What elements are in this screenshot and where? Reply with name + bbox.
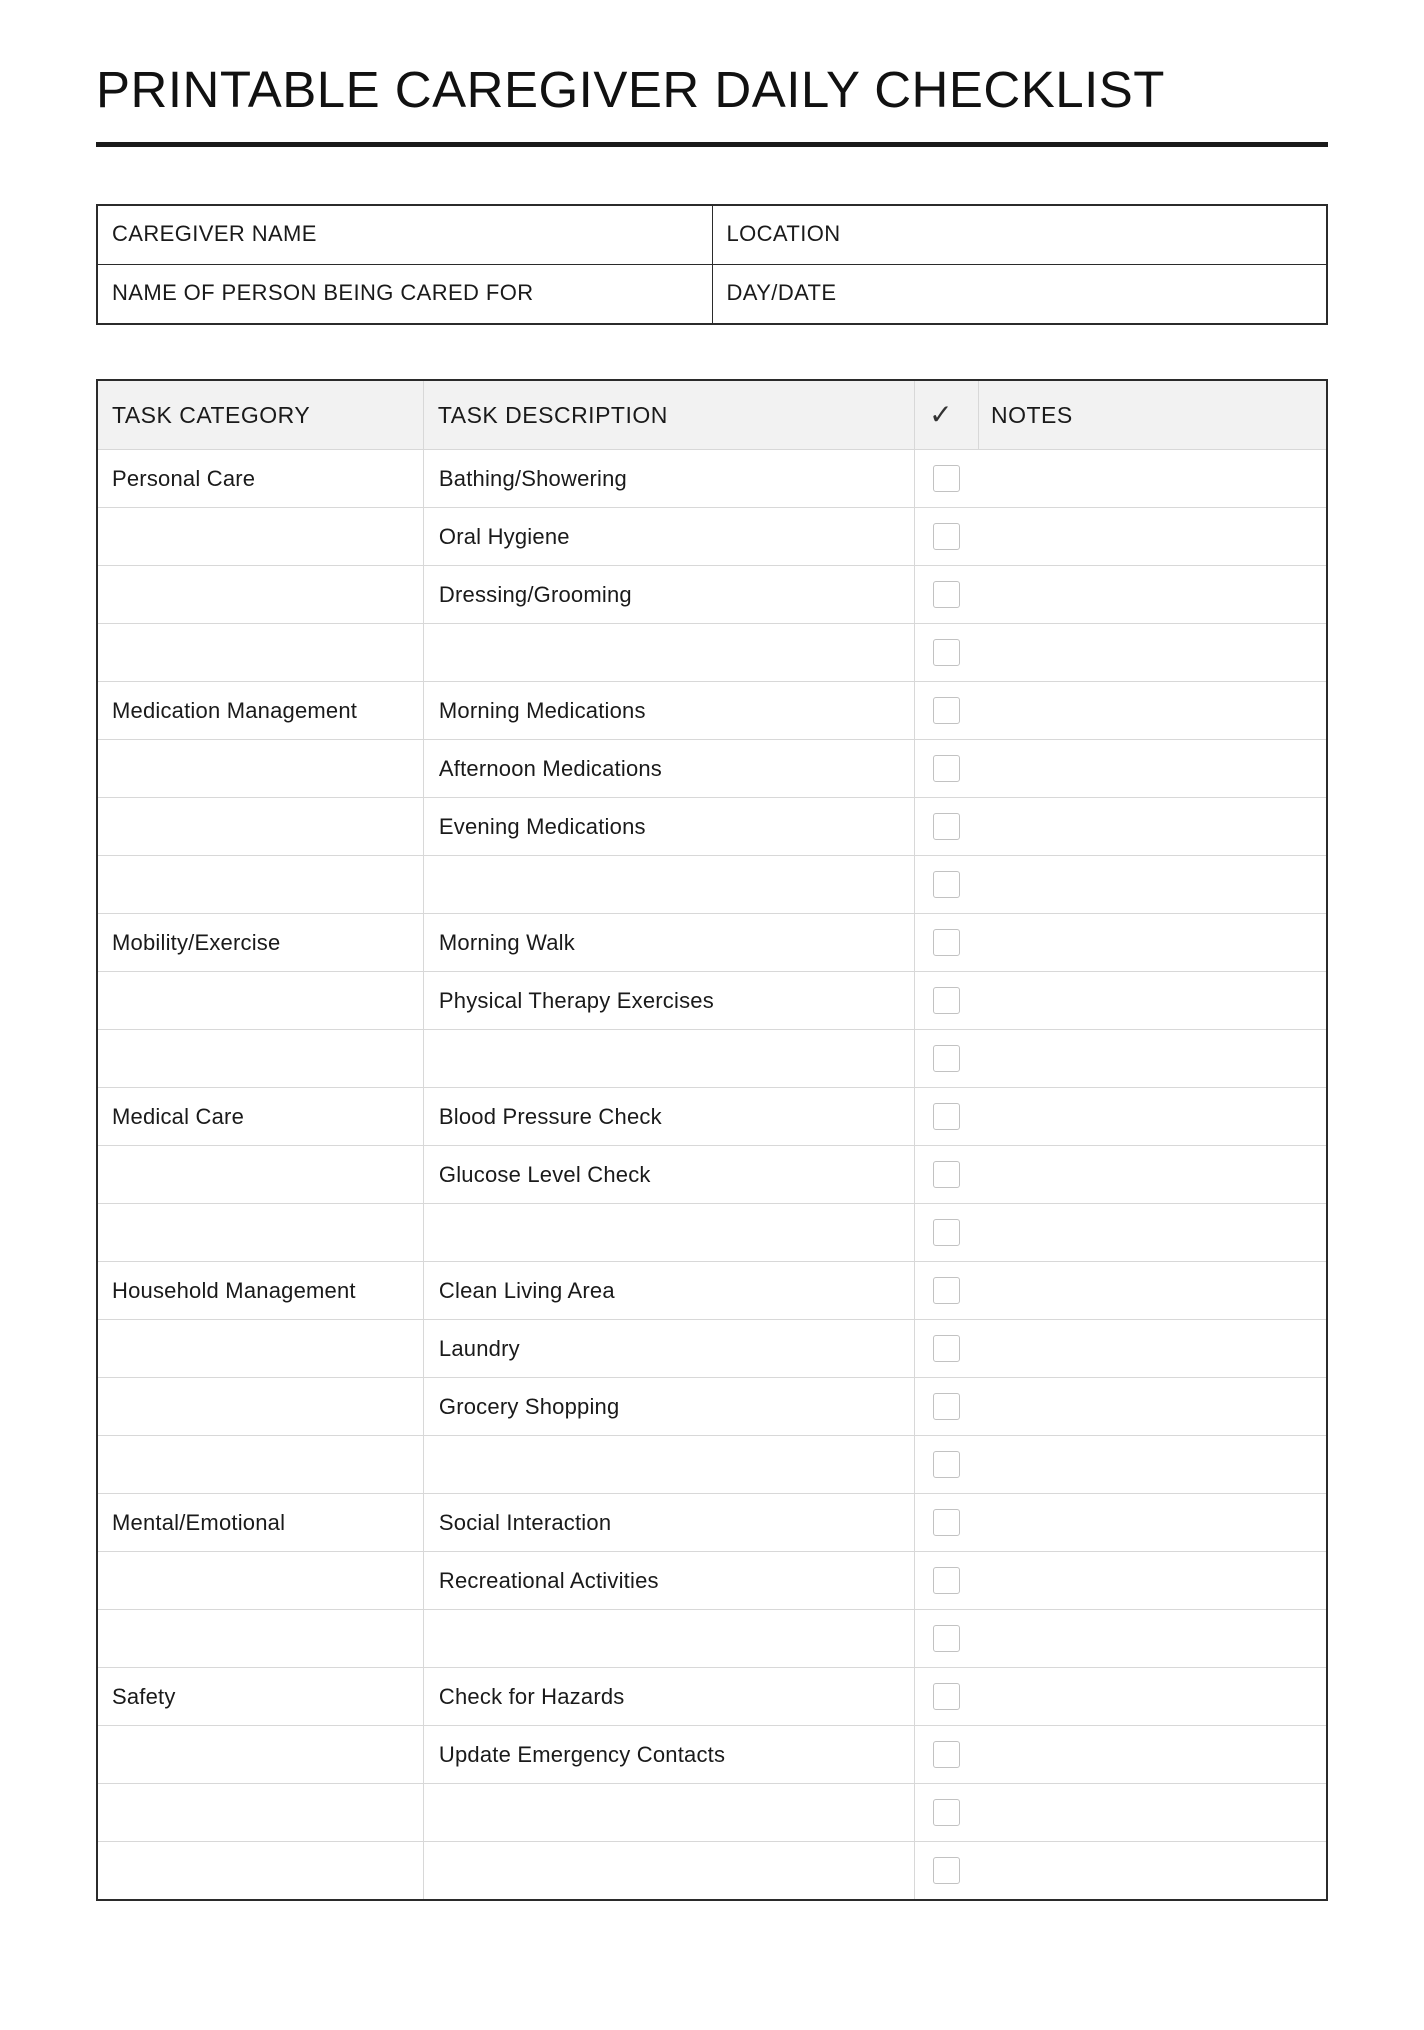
task-checkbox-cell[interactable] [915,1494,979,1552]
task-notes-cell[interactable] [978,1146,1326,1204]
table-row [98,1668,1326,1726]
task-category-cell [98,1610,423,1668]
task-checkbox-cell[interactable] [915,1610,979,1668]
task-checkbox-cell[interactable] [915,1726,979,1784]
task-category-cell [98,1842,423,1900]
task-description-cell [423,1842,914,1900]
task-category-cell [98,1378,423,1436]
task-checkbox[interactable] [933,1799,960,1826]
task-checkbox-cell[interactable] [915,1146,979,1204]
task-description-cell [423,1436,914,1494]
task-checkbox[interactable] [933,1045,960,1072]
task-checkbox-cell[interactable] [915,1436,979,1494]
task-checkbox-cell[interactable] [915,1320,979,1378]
printable-checklist-page [0,62,1424,2030]
table-row [98,1088,1326,1146]
checklist-body [98,450,1326,1900]
task-category-cell: Household Management [98,1262,423,1320]
task-checkbox[interactable] [933,465,960,492]
task-checkbox[interactable] [933,1741,960,1768]
day-date-field[interactable]: DAY/DATE [712,265,1327,325]
task-checkbox[interactable] [933,813,960,840]
task-notes-cell[interactable] [978,624,1326,682]
task-checkbox[interactable] [933,755,960,782]
task-category-cell [98,1146,423,1204]
table-row [98,972,1326,1030]
task-category-cell [98,740,423,798]
caregiver-name-field[interactable]: CAREGIVER NAME [97,205,712,265]
task-description-cell: Update Emergency Contacts [423,1726,914,1784]
task-checkbox-cell[interactable] [915,1030,979,1088]
table-row [98,740,1326,798]
task-checkbox[interactable] [933,1219,960,1246]
table-row [98,1784,1326,1842]
task-notes-cell[interactable] [978,1320,1326,1378]
task-notes-cell[interactable] [978,1494,1326,1552]
task-description-cell: Physical Therapy Exercises [423,972,914,1030]
task-checkbox-cell[interactable] [915,566,979,624]
task-category-cell [98,1030,423,1088]
task-notes-cell[interactable] [978,1784,1326,1842]
task-category-cell [98,1320,423,1378]
info-table [96,204,1328,325]
task-notes-cell[interactable] [978,566,1326,624]
task-checkbox-cell[interactable] [915,624,979,682]
table-row [98,508,1326,566]
task-category-cell [98,972,423,1030]
checklist-container [96,379,1328,1901]
task-checkbox[interactable] [933,1161,960,1188]
task-notes-cell[interactable] [978,682,1326,740]
task-description-cell: Glucose Level Check [423,1146,914,1204]
task-checkbox[interactable] [933,987,960,1014]
table-row [98,914,1326,972]
table-row [98,1204,1326,1262]
task-description-cell: Oral Hygiene [423,508,914,566]
task-checkbox-cell[interactable] [915,1262,979,1320]
header-check-column [915,381,979,450]
task-category-cell [98,1784,423,1842]
task-checkbox[interactable] [933,581,960,608]
task-category-cell [98,566,423,624]
task-checkbox-cell[interactable] [915,1088,979,1146]
task-notes-cell[interactable] [978,1262,1326,1320]
table-row [98,798,1326,856]
task-category-cell [98,856,423,914]
task-checkbox[interactable] [933,1857,960,1884]
table-row [98,1146,1326,1204]
task-checkbox-cell[interactable] [915,740,979,798]
task-checkbox-cell[interactable] [915,914,979,972]
task-checkbox[interactable] [933,523,960,550]
table-row [98,1378,1326,1436]
table-row [98,1726,1326,1784]
task-checkbox[interactable] [933,1451,960,1478]
check-icon: ✓ [929,398,954,430]
task-notes-cell[interactable] [978,972,1326,1030]
table-row [98,1494,1326,1552]
task-checkbox-cell[interactable] [915,508,979,566]
task-checkbox[interactable] [933,1509,960,1536]
task-notes-cell[interactable] [978,740,1326,798]
task-checkbox[interactable] [933,871,960,898]
table-row [98,566,1326,624]
table-header-row [98,381,1326,450]
task-description-cell: Evening Medications [423,798,914,856]
task-category-cell [98,624,423,682]
task-description-cell: Afternoon Medications [423,740,914,798]
task-checkbox-cell[interactable] [915,1668,979,1726]
table-row [98,1552,1326,1610]
task-notes-cell[interactable] [978,1552,1326,1610]
task-notes-cell[interactable] [978,914,1326,972]
task-category-cell [98,1552,423,1610]
task-notes-cell[interactable] [978,798,1326,856]
task-description-cell: Social Interaction [423,1494,914,1552]
page-title: PRINTABLE CAREGIVER DAILY CHECKLIST [96,61,1165,118]
header-notes: NOTES [978,381,1326,450]
task-description-cell: Morning Medications [423,682,914,740]
task-checkbox[interactable] [933,1683,960,1710]
task-notes-cell[interactable] [978,1842,1326,1900]
table-row [98,682,1326,740]
task-category-cell: Personal Care [98,450,423,508]
task-description-cell: Laundry [423,1320,914,1378]
task-checkbox-cell[interactable] [915,1378,979,1436]
task-checkbox[interactable] [933,1277,960,1304]
task-checkbox[interactable] [933,697,960,724]
task-description-cell: Recreational Activities [423,1552,914,1610]
table-row [98,624,1326,682]
table-row [98,1610,1326,1668]
info-row-1 [97,205,1327,265]
table-row [98,1262,1326,1320]
task-notes-cell[interactable] [978,1726,1326,1784]
table-row [98,1842,1326,1900]
location-field[interactable]: LOCATION [712,205,1327,265]
task-description-cell: Dressing/Grooming [423,566,914,624]
title-block [96,62,1328,147]
task-description-cell [423,624,914,682]
task-notes-cell[interactable] [978,1088,1326,1146]
checklist-table [98,381,1326,1899]
task-category-cell: Medical Care [98,1088,423,1146]
task-checkbox[interactable] [933,1103,960,1130]
header-task-description: TASK DESCRIPTION [423,381,914,450]
person-cared-for-field[interactable]: NAME OF PERSON BEING CARED FOR [97,265,712,325]
task-description-cell: Grocery Shopping [423,1378,914,1436]
task-checkbox[interactable] [933,929,960,956]
task-checkbox[interactable] [933,1335,960,1362]
task-checkbox-cell[interactable] [915,1784,979,1842]
table-row [98,1320,1326,1378]
table-row [98,1030,1326,1088]
task-description-cell: Blood Pressure Check [423,1088,914,1146]
task-description-cell [423,1204,914,1262]
task-checkbox[interactable] [933,1625,960,1652]
task-checkbox[interactable] [933,1567,960,1594]
task-category-cell [98,1726,423,1784]
task-category-cell: Mobility/Exercise [98,914,423,972]
task-notes-cell[interactable] [978,1378,1326,1436]
task-description-cell: Morning Walk [423,914,914,972]
task-notes-cell[interactable] [978,1030,1326,1088]
info-row-2 [97,265,1327,325]
task-notes-cell[interactable] [978,1204,1326,1262]
header-task-category: TASK CATEGORY [98,381,423,450]
task-checkbox-cell[interactable] [915,798,979,856]
task-category-cell: Medication Management [98,682,423,740]
task-category-cell: Safety [98,1668,423,1726]
task-description-cell [423,1610,914,1668]
task-checkbox-cell[interactable] [915,972,979,1030]
task-description-cell [423,856,914,914]
task-checkbox-cell[interactable] [915,1204,979,1262]
task-category-cell [98,1204,423,1262]
title-divider [96,142,1328,147]
task-checkbox-cell[interactable] [915,682,979,740]
task-notes-cell[interactable] [978,856,1326,914]
task-checkbox-cell[interactable] [915,856,979,914]
task-notes-cell[interactable] [978,1668,1326,1726]
task-description-cell: Bathing/Showering [423,450,914,508]
task-notes-cell[interactable] [978,1436,1326,1494]
table-row [98,450,1326,508]
task-category-cell: Mental/Emotional [98,1494,423,1552]
task-category-cell [98,508,423,566]
task-notes-cell[interactable] [978,1610,1326,1668]
task-notes-cell[interactable] [978,450,1326,508]
task-description-cell: Clean Living Area [423,1262,914,1320]
task-description-cell [423,1030,914,1088]
task-checkbox-cell[interactable] [915,450,979,508]
task-category-cell [98,1436,423,1494]
task-notes-cell[interactable] [978,508,1326,566]
task-checkbox[interactable] [933,639,960,666]
table-row [98,1436,1326,1494]
task-description-cell [423,1784,914,1842]
task-description-cell: Check for Hazards [423,1668,914,1726]
table-row [98,856,1326,914]
task-category-cell [98,798,423,856]
task-checkbox-cell[interactable] [915,1842,979,1900]
task-checkbox[interactable] [933,1393,960,1420]
task-checkbox-cell[interactable] [915,1552,979,1610]
